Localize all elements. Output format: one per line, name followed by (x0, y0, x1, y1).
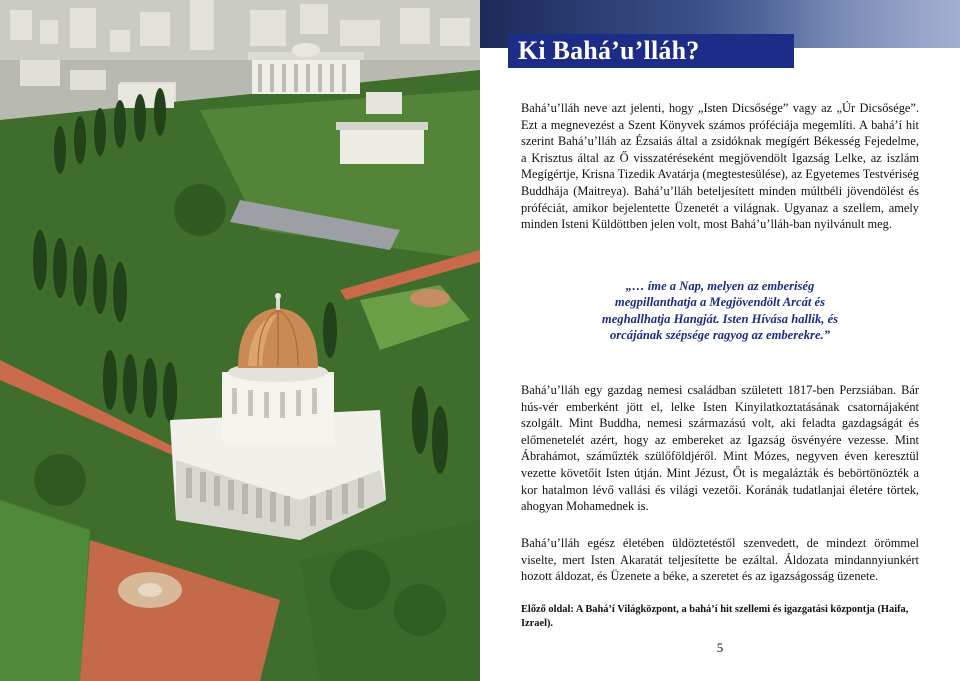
title-banner (508, 34, 794, 68)
photo-caption: Előző oldal: A Bahá’í Világközpont, a bahá’í hit szellemi és igazgatási központja (Haifa, Izrael). (521, 604, 909, 629)
text-page (480, 0, 960, 681)
quote: „… íme a Nap, melyen az emberiség megpillanthatja a Megjövendölt Arcát és meghallhatja Hangját. Isten Hívása hallik, és orcájának szépsége ragyog az emberekre.” (601, 279, 839, 343)
page-title: Ki Bahá’u’lláh? (518, 36, 700, 65)
page-number: 5 (716, 640, 724, 655)
paragraph-intro: Bahá’u’lláh neve azt jelenti, hogy „Isten Dicsősége” vagy az „Úr Dicsősége”. Ezt a megnevezést a Szent Könyvek számos próféciája megemlíti. A bahá’í hit szerint Bahá’u’lláh az Ézsaiás által a zsidóknak megígért Békesség Fejedelme, a Krisztus által az Ő visszatéréseként megjövendölt Igazság Lelke, az iszlám Megígértje, Krisna Tizedik Avatárja (megtestesülése), az Egyetemes Testvériség Buddhája (Maitreya). Bahá’u’lláh beteljesített minden múltbéli jövendölést és próféciát, amikor bejelentette Üzenetét a világnak. Ugyanaz a szellem, amely minden Isteni Küldöttben jelen volt, most Bahá’u’lláh-ban nyilvánult meg. (521, 101, 919, 232)
paragraph-life: Bahá’u’lláh egy gazdag nemesi családban született 1817-ben Perzsiában. Bár hús-vér emberként jött el, lelke Isten Kinyilatkoztatásának csatornájaként szolgált. Mint Buddha, nemesi származású volt, aki feladta gazdagságát és előmenetelét azért, hogy az embereket az Igazság ösvényére vezesse. Mint Ábrahámot, száműzték szülőföldjéről. Mint Mózes, negyven éven keresztül vezette követőit Isten útján. Mint Jézust, Őt is megalázták és bebörtönözték a kor hatalmon lévő vallási és világi vezetői. Koránák tudatlanjai életére törtek, ahogyan Mohamednek is. (521, 383, 919, 514)
paragraph-suffering: Bahá’u’lláh egész életében üldöztetéstől szenvedett, de mindezt örömmel viselte, mert Isten Akaratát teljesítette be ezáltal. Áldozata mindannyiunkért hozott áldozat, és Üzenete a béke, a szeretet és az igazságosság üzenete. (521, 536, 919, 584)
